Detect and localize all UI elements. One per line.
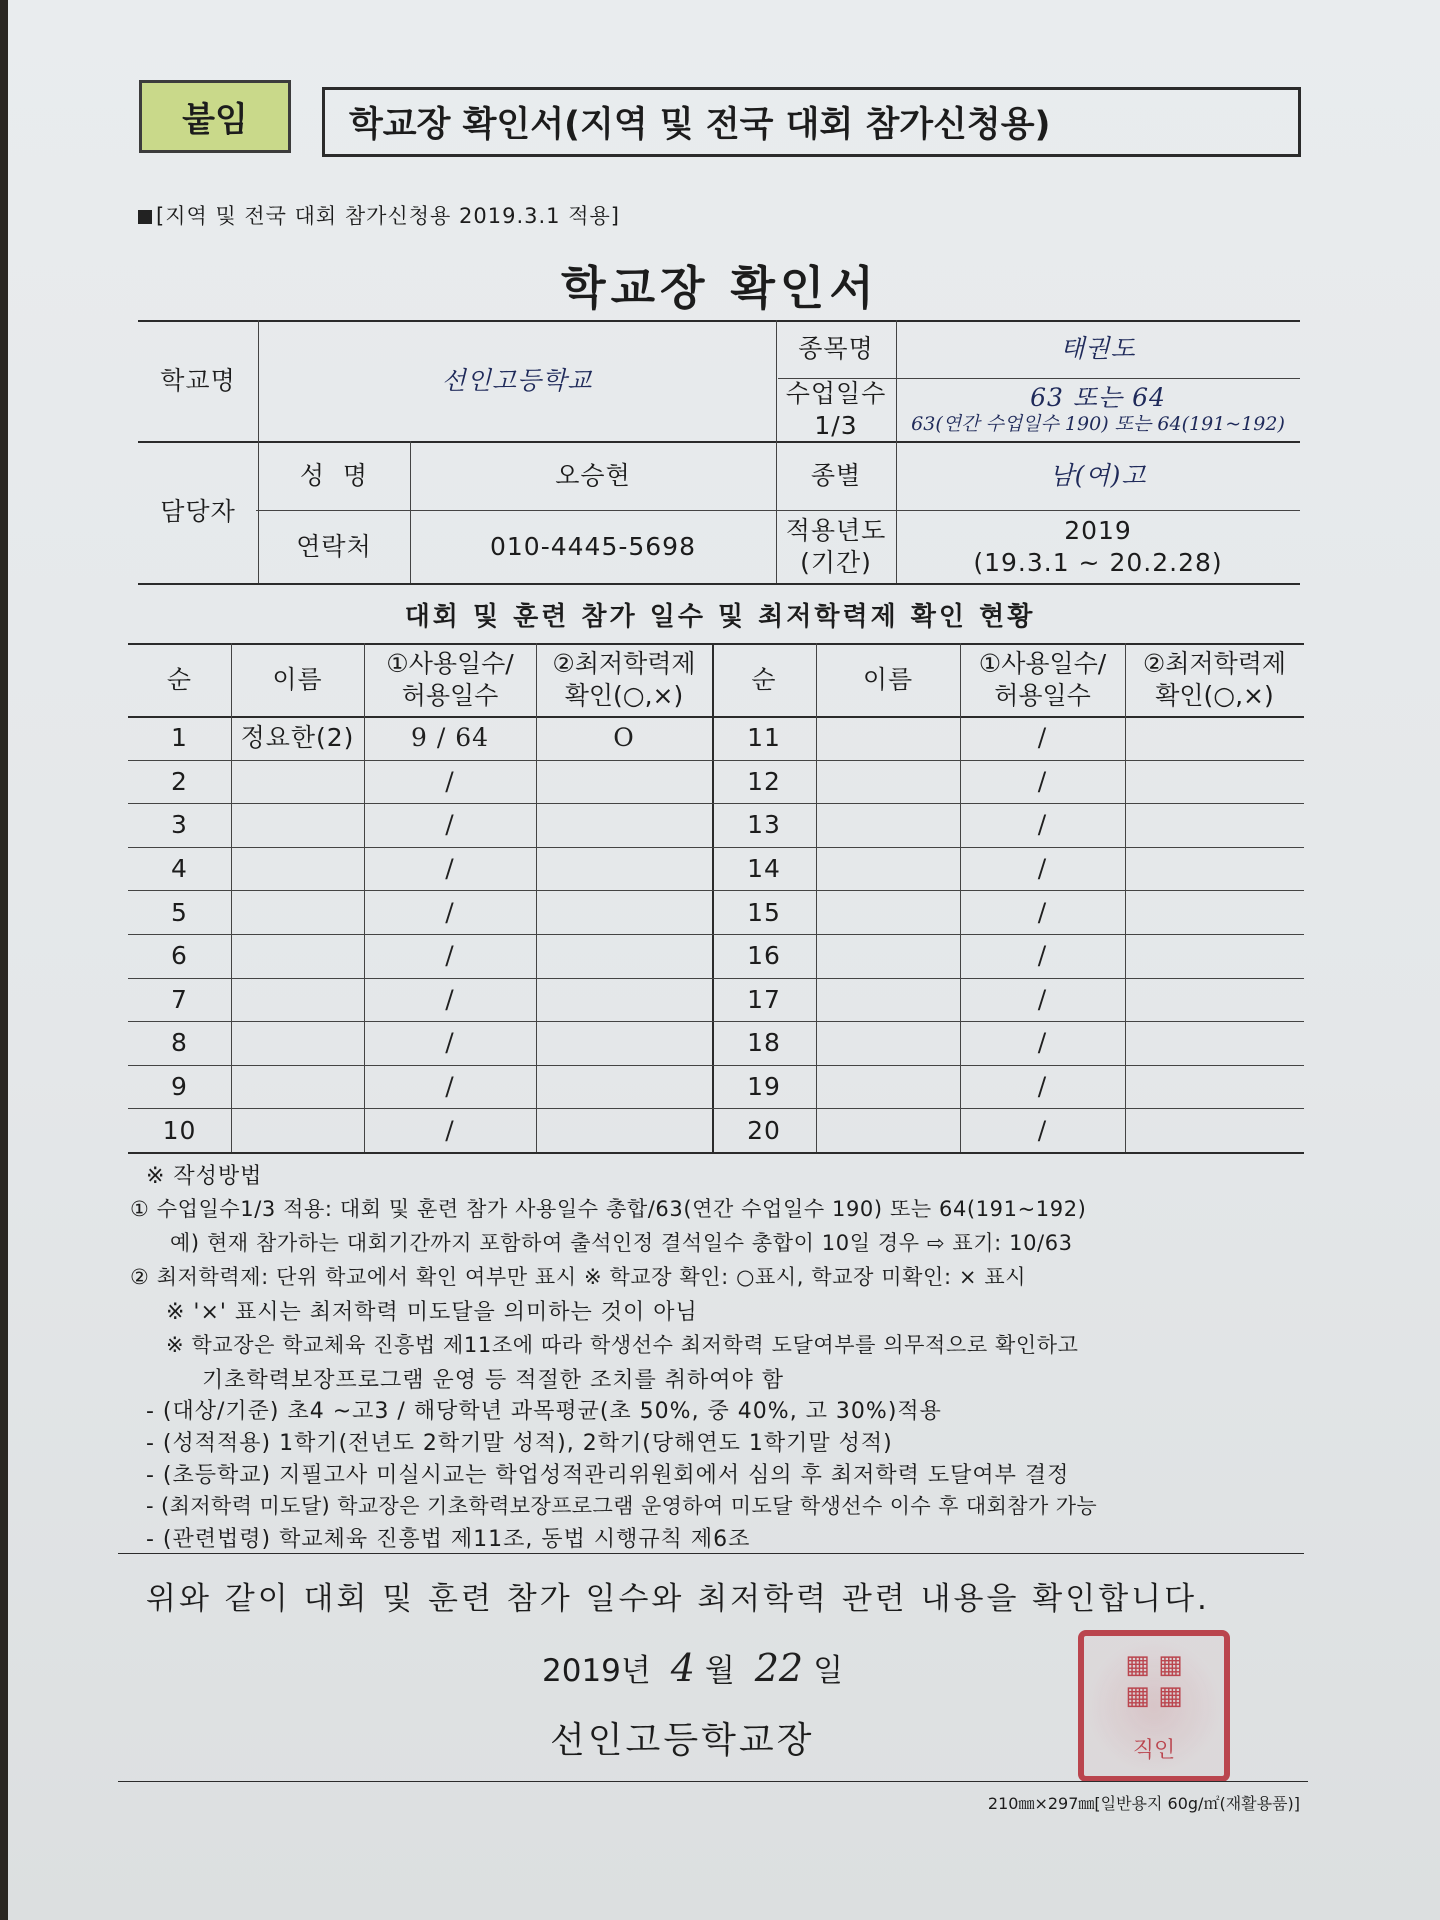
table-cell-no: 1 (171, 723, 188, 753)
class-days-label-line1: 수업일수 (785, 379, 887, 409)
table-cell-days: / (1037, 810, 1048, 840)
square-bullet-icon (138, 210, 152, 224)
table-cell-no: 7 (171, 984, 188, 1014)
instruction-line: ※ 학교장은 학교체육 진흥법 제11조에 따라 학생선수 최저학력 도달여부를 의무적으로 확인하고 (166, 1333, 1079, 1357)
gender-value: 남(여)고 (1049, 460, 1147, 490)
table-cell-no: 16 (747, 941, 781, 971)
class-days-value-line2: 63(연간 수업일수 190) 또는 64(191~192) (911, 413, 1285, 436)
table-cell-no: 12 (747, 766, 781, 796)
sport-label: 종목명 (798, 334, 874, 364)
table-cell-no: 5 (171, 897, 188, 927)
paper-spec: 210㎜×297㎜[일반용지 60g/㎡(재활용품)] (987, 1794, 1300, 1813)
table-cell-no: 10 (162, 1115, 197, 1145)
table-cell-min (536, 760, 712, 804)
table-cell-days: / (445, 1115, 455, 1145)
col-header-min-grade: ②최저학력제 확인(○,×) (552, 649, 696, 710)
table-cell-days: / (445, 1071, 455, 1101)
class-days-label-line2: 1/3 (814, 410, 858, 440)
year-value-line2: (19.3.1 ~ 20.2.28) (973, 547, 1223, 577)
year-label-line1: 적용년도 (785, 516, 887, 546)
table-cell-min (1125, 1108, 1304, 1152)
name-label: 성 명 (299, 460, 369, 490)
table-cell-no: 18 (747, 1028, 781, 1058)
table-cell-min (1125, 760, 1304, 804)
col-header-name: 이름 (272, 664, 323, 694)
class-days-label (776, 378, 896, 441)
class-days-value (896, 378, 1300, 441)
class-days-value-line1: 63 또는 64 (1030, 383, 1166, 412)
table-cell-min: O (613, 723, 635, 753)
school-name-value: 선인고등학교 (441, 365, 593, 395)
table-cell-days: / (1037, 984, 1048, 1014)
table-cell-name (231, 1021, 364, 1065)
col-header-days: ①사용일수/ 허용일수 (386, 649, 514, 710)
instruction-line: - (초등학교) 지필고사 미실시교는 학업성적관리위원회에서 심의 후 최저학력 도달여부 결정 (146, 1463, 1070, 1488)
table-cell-name (231, 803, 364, 847)
table-cell-days: / (1037, 1028, 1048, 1058)
col-header-no-2: 순 (751, 664, 777, 694)
school-name-label: 학교명 (160, 365, 236, 395)
table-cell-days: / (1037, 941, 1048, 971)
table-cell-name (231, 934, 364, 978)
year-value (896, 510, 1300, 583)
signing-date (542, 1645, 843, 1690)
table-cell-no: 14 (747, 853, 781, 883)
instruction-line: 예) 현재 참가하는 대회기간까지 포함하여 출석인정 결석일수 총합이 10일 경우 ⇨ 표기: 10/63 (170, 1231, 1073, 1255)
table-cell-days: 9 / 64 (410, 723, 490, 753)
sport-value: 태권도 (1060, 334, 1136, 364)
col-header-name-2: 이름 (862, 664, 914, 694)
table-cell-name (816, 1065, 960, 1109)
table-cell-min (536, 1108, 712, 1152)
year-label (776, 510, 896, 583)
phone-value: 010-4445-5698 (489, 531, 696, 561)
table-cell-min (1125, 1065, 1304, 1109)
phone-label: 연락처 (296, 531, 372, 561)
table-cell-days: / (445, 810, 455, 840)
table-cell-days: / (1037, 1071, 1048, 1101)
date-year: 2019년 (542, 1653, 651, 1689)
table-cell-min (1125, 716, 1304, 760)
attach-label: 붙임 (139, 80, 291, 153)
principal-signature: 선인고등학교장 (550, 1720, 815, 1761)
table-cell-name (231, 1065, 364, 1109)
table-cell-no: 4 (171, 853, 188, 883)
table-cell-no: 19 (747, 1071, 781, 1101)
table-cell-no: 6 (171, 941, 188, 971)
table-cell-min (1125, 890, 1304, 934)
table-cell-min (536, 978, 712, 1022)
col-header-days-2: ①사용일수/ 허용일수 (978, 649, 1107, 710)
table-cell-days: / (445, 1028, 455, 1058)
instruction-line: - (관련법령) 학교체육 진흥법 제11조, 동법 시행규칙 제6조 (146, 1527, 751, 1552)
date-month-unit: 월 (704, 1653, 735, 1689)
table-cell-min (536, 890, 712, 934)
confirm-statement: 위와 같이 대회 및 훈련 참가 일수와 최저학력 관련 내용을 확인합니다. (146, 1581, 1210, 1617)
table-cell-min (536, 934, 712, 978)
table-cell-no: 17 (747, 984, 781, 1014)
instruction-line: ※ '×' 표시는 최저학력 미도달을 의미하는 것이 아님 (166, 1300, 698, 1325)
table-cell-days: / (445, 853, 455, 883)
table-cell-name (231, 847, 364, 891)
table-cell-days: / (445, 984, 455, 1014)
table-cell-no: 2 (171, 766, 188, 796)
instruction-line: ② 최저학력제: 단위 학교에서 확인 여부만 표시 ※ 학교장 확인: ○표시, 학교장 미확인: × 표시 (130, 1265, 1027, 1289)
table-cell-min (536, 1065, 712, 1109)
table-cell-name (231, 978, 364, 1022)
col-header-min-grade-2: ②최저학력제 확인(○,×) (1142, 649, 1287, 710)
table-cell-name (816, 890, 960, 934)
table-heading: 대회 및 훈련 참가 일수 및 최저학력제 확인 현황 (404, 602, 1036, 632)
instruction-line: - (대상/기준) 초4 ~고3 / 해당학년 과목평균(초 50%, 중 40%, 고 30%)적용 (146, 1399, 942, 1424)
table-cell-no: 15 (747, 897, 781, 927)
instruction-line: - (성적적용) 1학기(전년도 2학기말 성적), 2학기(당해연도 1학기말 성적) (146, 1431, 893, 1456)
table-cell-min (1125, 934, 1304, 978)
table-cell-days: / (445, 897, 455, 927)
table-cell-name (231, 890, 364, 934)
table-cell-name (816, 1021, 960, 1065)
table-cell-name (816, 847, 960, 891)
banner-title: 학교장 확인서(지역 및 전국 대회 참가신청용) (322, 87, 1301, 157)
date-day-value: 22 (754, 1646, 804, 1690)
table-cell-min (536, 1021, 712, 1065)
table-cell-days: / (445, 941, 455, 971)
table-cell-no: 11 (747, 723, 781, 753)
table-cell-name (231, 1108, 364, 1152)
instruction-line: - (최저학력 미도달) 학교장은 기초학력보장프로그램 운영하여 미도달 학생선수 이수 후 대회참가 가능 (146, 1494, 1098, 1518)
table-cell-min (1125, 1021, 1304, 1065)
table-cell-no: 8 (171, 1028, 188, 1058)
table-cell-min (536, 803, 712, 847)
name-value: 오승현 (555, 460, 631, 490)
table-cell-name (231, 760, 364, 804)
contact-label: 담당자 (160, 497, 236, 527)
table-cell-name (816, 978, 960, 1022)
table-cell-name (816, 760, 960, 804)
table-cell-days: / (1037, 1115, 1048, 1145)
table-cell-days: / (445, 766, 455, 796)
table-cell-no: 9 (171, 1071, 188, 1101)
instruction-line: ① 수업일수1/3 적용: 대회 및 훈련 참가 사용일수 총합/63(연간 수업일수 190) 또는 64(191~192) (130, 1197, 1087, 1221)
date-month-value: 4 (670, 1646, 695, 1690)
gender-label: 종별 (810, 460, 862, 490)
table-cell-name (816, 1108, 960, 1152)
table-cell-days: / (1037, 766, 1048, 796)
col-header-no: 순 (166, 664, 193, 694)
table-cell-min (1125, 847, 1304, 891)
instructions-title: ※ 작성방법 (146, 1164, 263, 1189)
seal-text: 직인 (1132, 1738, 1176, 1763)
table-cell-days: / (1037, 897, 1048, 927)
year-label-line2: (기간) (800, 547, 872, 577)
table-cell-min (1125, 803, 1304, 847)
table-cell-name (816, 716, 960, 760)
table-cell-name (816, 803, 960, 847)
table-cell-name: 정요한(2) (240, 723, 355, 753)
seal-pattern-icon: ▦ ▦ ▦ ▦ (1125, 1650, 1183, 1712)
table-cell-min (1125, 978, 1304, 1022)
table-cell-min (536, 847, 712, 891)
table-cell-days: / (1037, 853, 1048, 883)
table-cell-no: 20 (747, 1115, 781, 1145)
table-cell-name (816, 934, 960, 978)
year-value-line1: 2019 (1064, 516, 1132, 546)
table-cell-no: 13 (747, 810, 781, 840)
table-cell-no: 3 (171, 810, 188, 840)
page-title: 학교장 확인서 (561, 261, 879, 315)
table-cell-days: / (1037, 723, 1048, 753)
date-day-unit: 일 (813, 1653, 844, 1689)
apply-note: [지역 및 전국 대회 참가신청용 2019.3.1 적용] (138, 200, 620, 230)
instruction-line: 기초학력보장프로그램 운영 등 적절한 조치를 취하여야 함 (202, 1368, 785, 1393)
official-seal-stamp (1078, 1630, 1230, 1782)
